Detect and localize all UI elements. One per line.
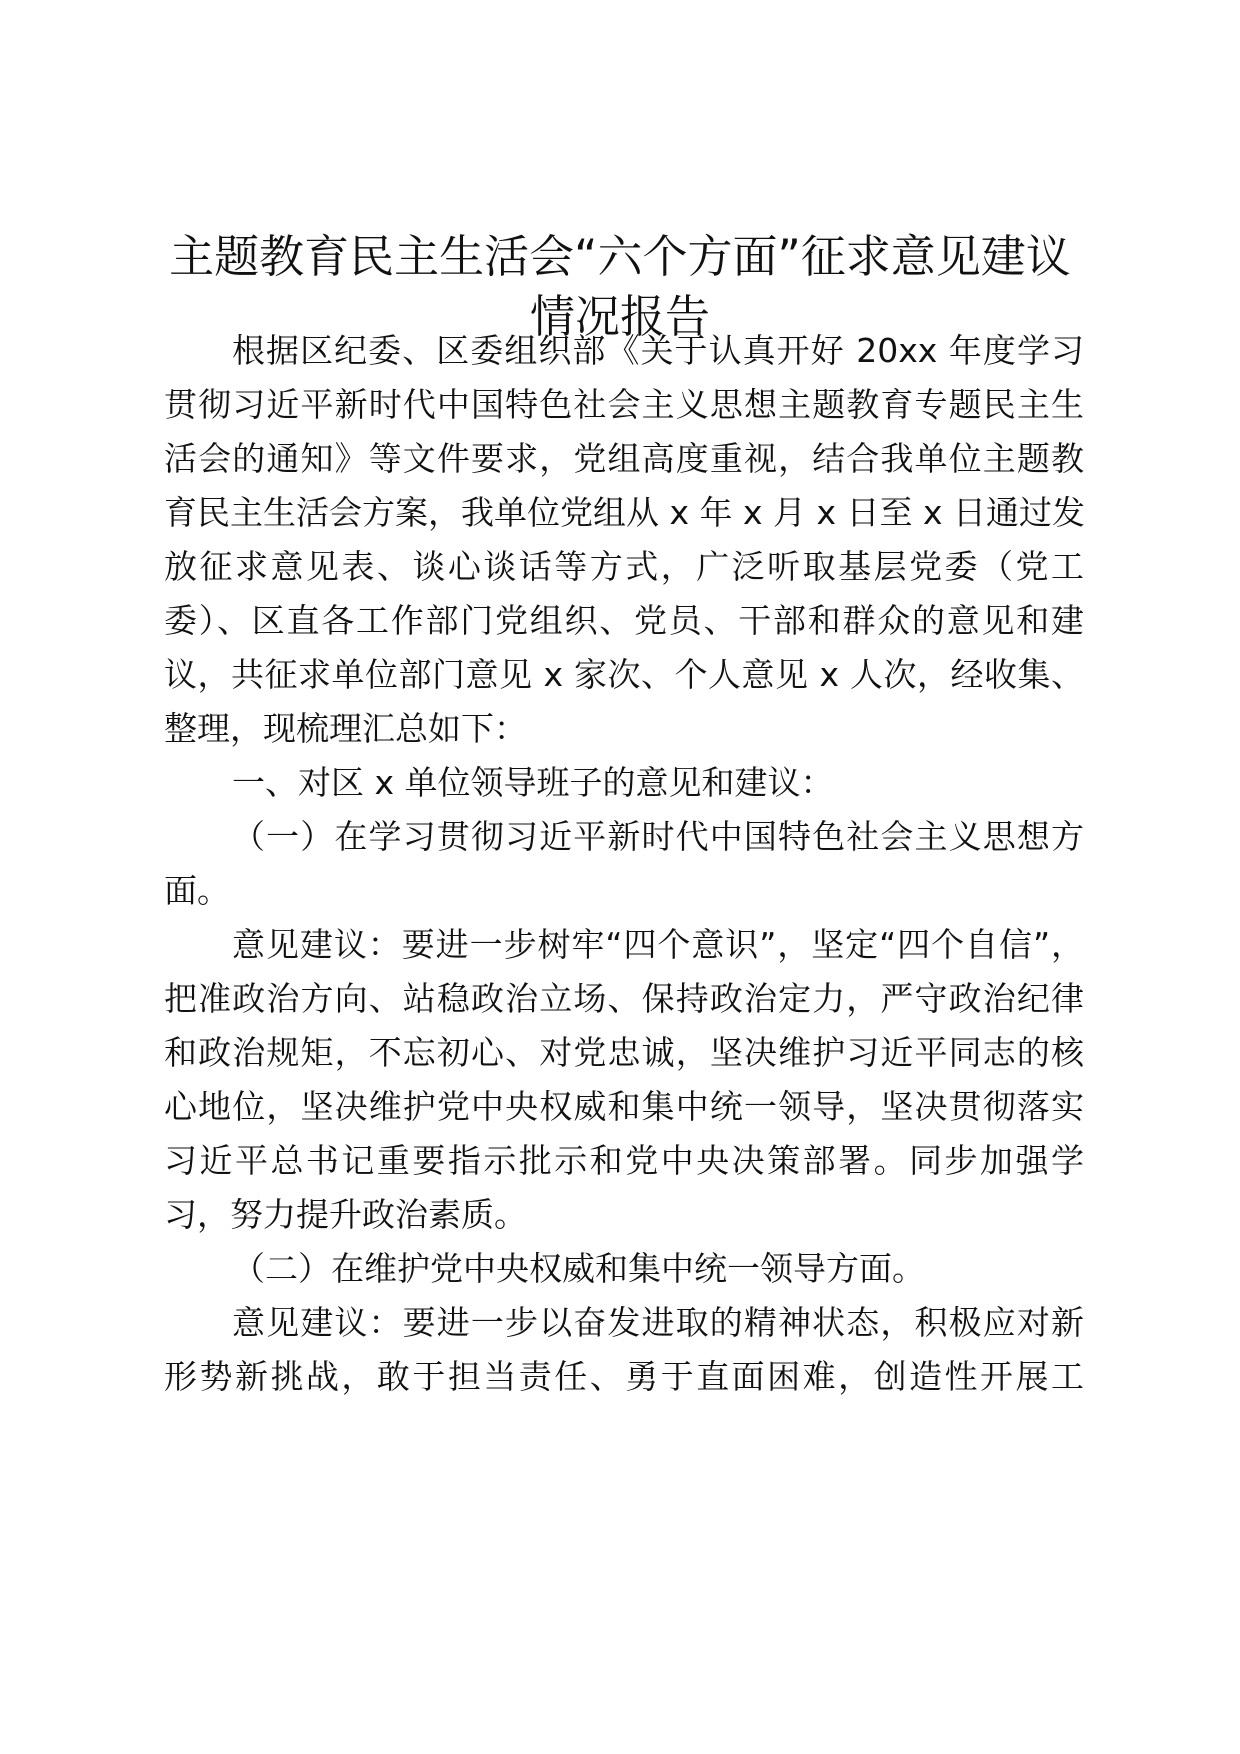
body-line: 心地位，坚决维护党中央权威和集中统一领导，坚决贯彻落实 [164, 1087, 1084, 1126]
body-line: 育民主生活会方案，我单位党组从 x 年 x 月 x 日至 x 日通过发 [164, 493, 1086, 532]
body-line: 意见建议：要进一步以奋发进取的精神状态，积极应对新 [232, 1303, 1084, 1342]
body-line: 放征求意见表、谈心谈话等方式，广泛听取基层党委（党工 [164, 547, 1084, 586]
body-line: 意见建议：要进一步树牢“四个意识”，坚定“四个自信”， [232, 925, 1084, 964]
body-line: 和政治规矩，不忘初心、对党忠诚，坚决维护习近平同志的核 [164, 1033, 1084, 1072]
body-line: 根据区纪委、区委组织部《关于认真开好 20xx 年度学习 [232, 331, 1084, 370]
section-heading: 一、对区 x 单位领导班子的意见和建议： [232, 763, 834, 802]
body-line: 习近平总书记重要指示批示和党中央决策部署。同步加强学 [164, 1141, 1084, 1180]
body-line: 习，努力提升政治素质。 [164, 1195, 527, 1234]
document-title-line-2: 情况报告 [529, 290, 710, 343]
subsection-heading: （二）在维护党中央权威和集中统一领导方面。 [232, 1249, 925, 1288]
body-line: 议，共征求单位部门意见 x 家次、个人意见 x 人次，经收集、 [164, 655, 1084, 694]
body-line: 活会的通知》等文件要求，党组高度重视，结合我单位主题教 [164, 439, 1084, 478]
body-line: 贯彻习近平新时代中国特色社会主义思想主题教育专题民主生 [164, 385, 1084, 424]
body-line: 面。 [164, 871, 230, 910]
subsection-heading: （一）在学习贯彻习近平新时代中国特色社会主义思想方 [232, 817, 1084, 856]
body-line: 把准政治方向、站稳政治立场、保持政治定力，严守政治纪律 [164, 979, 1084, 1018]
body-line: 形势新挑战，敢于担当责任、勇于直面困难，创造性开展工 [164, 1357, 1084, 1396]
body-line: 整理，现梳理汇总如下： [164, 709, 527, 748]
document-title-line-1: 主题教育民主生活会“六个方面”征求意见建议 [169, 230, 1071, 283]
body-line: 委）、区直各工作部门党组织、党员、干部和群众的意见和建 [164, 601, 1084, 640]
